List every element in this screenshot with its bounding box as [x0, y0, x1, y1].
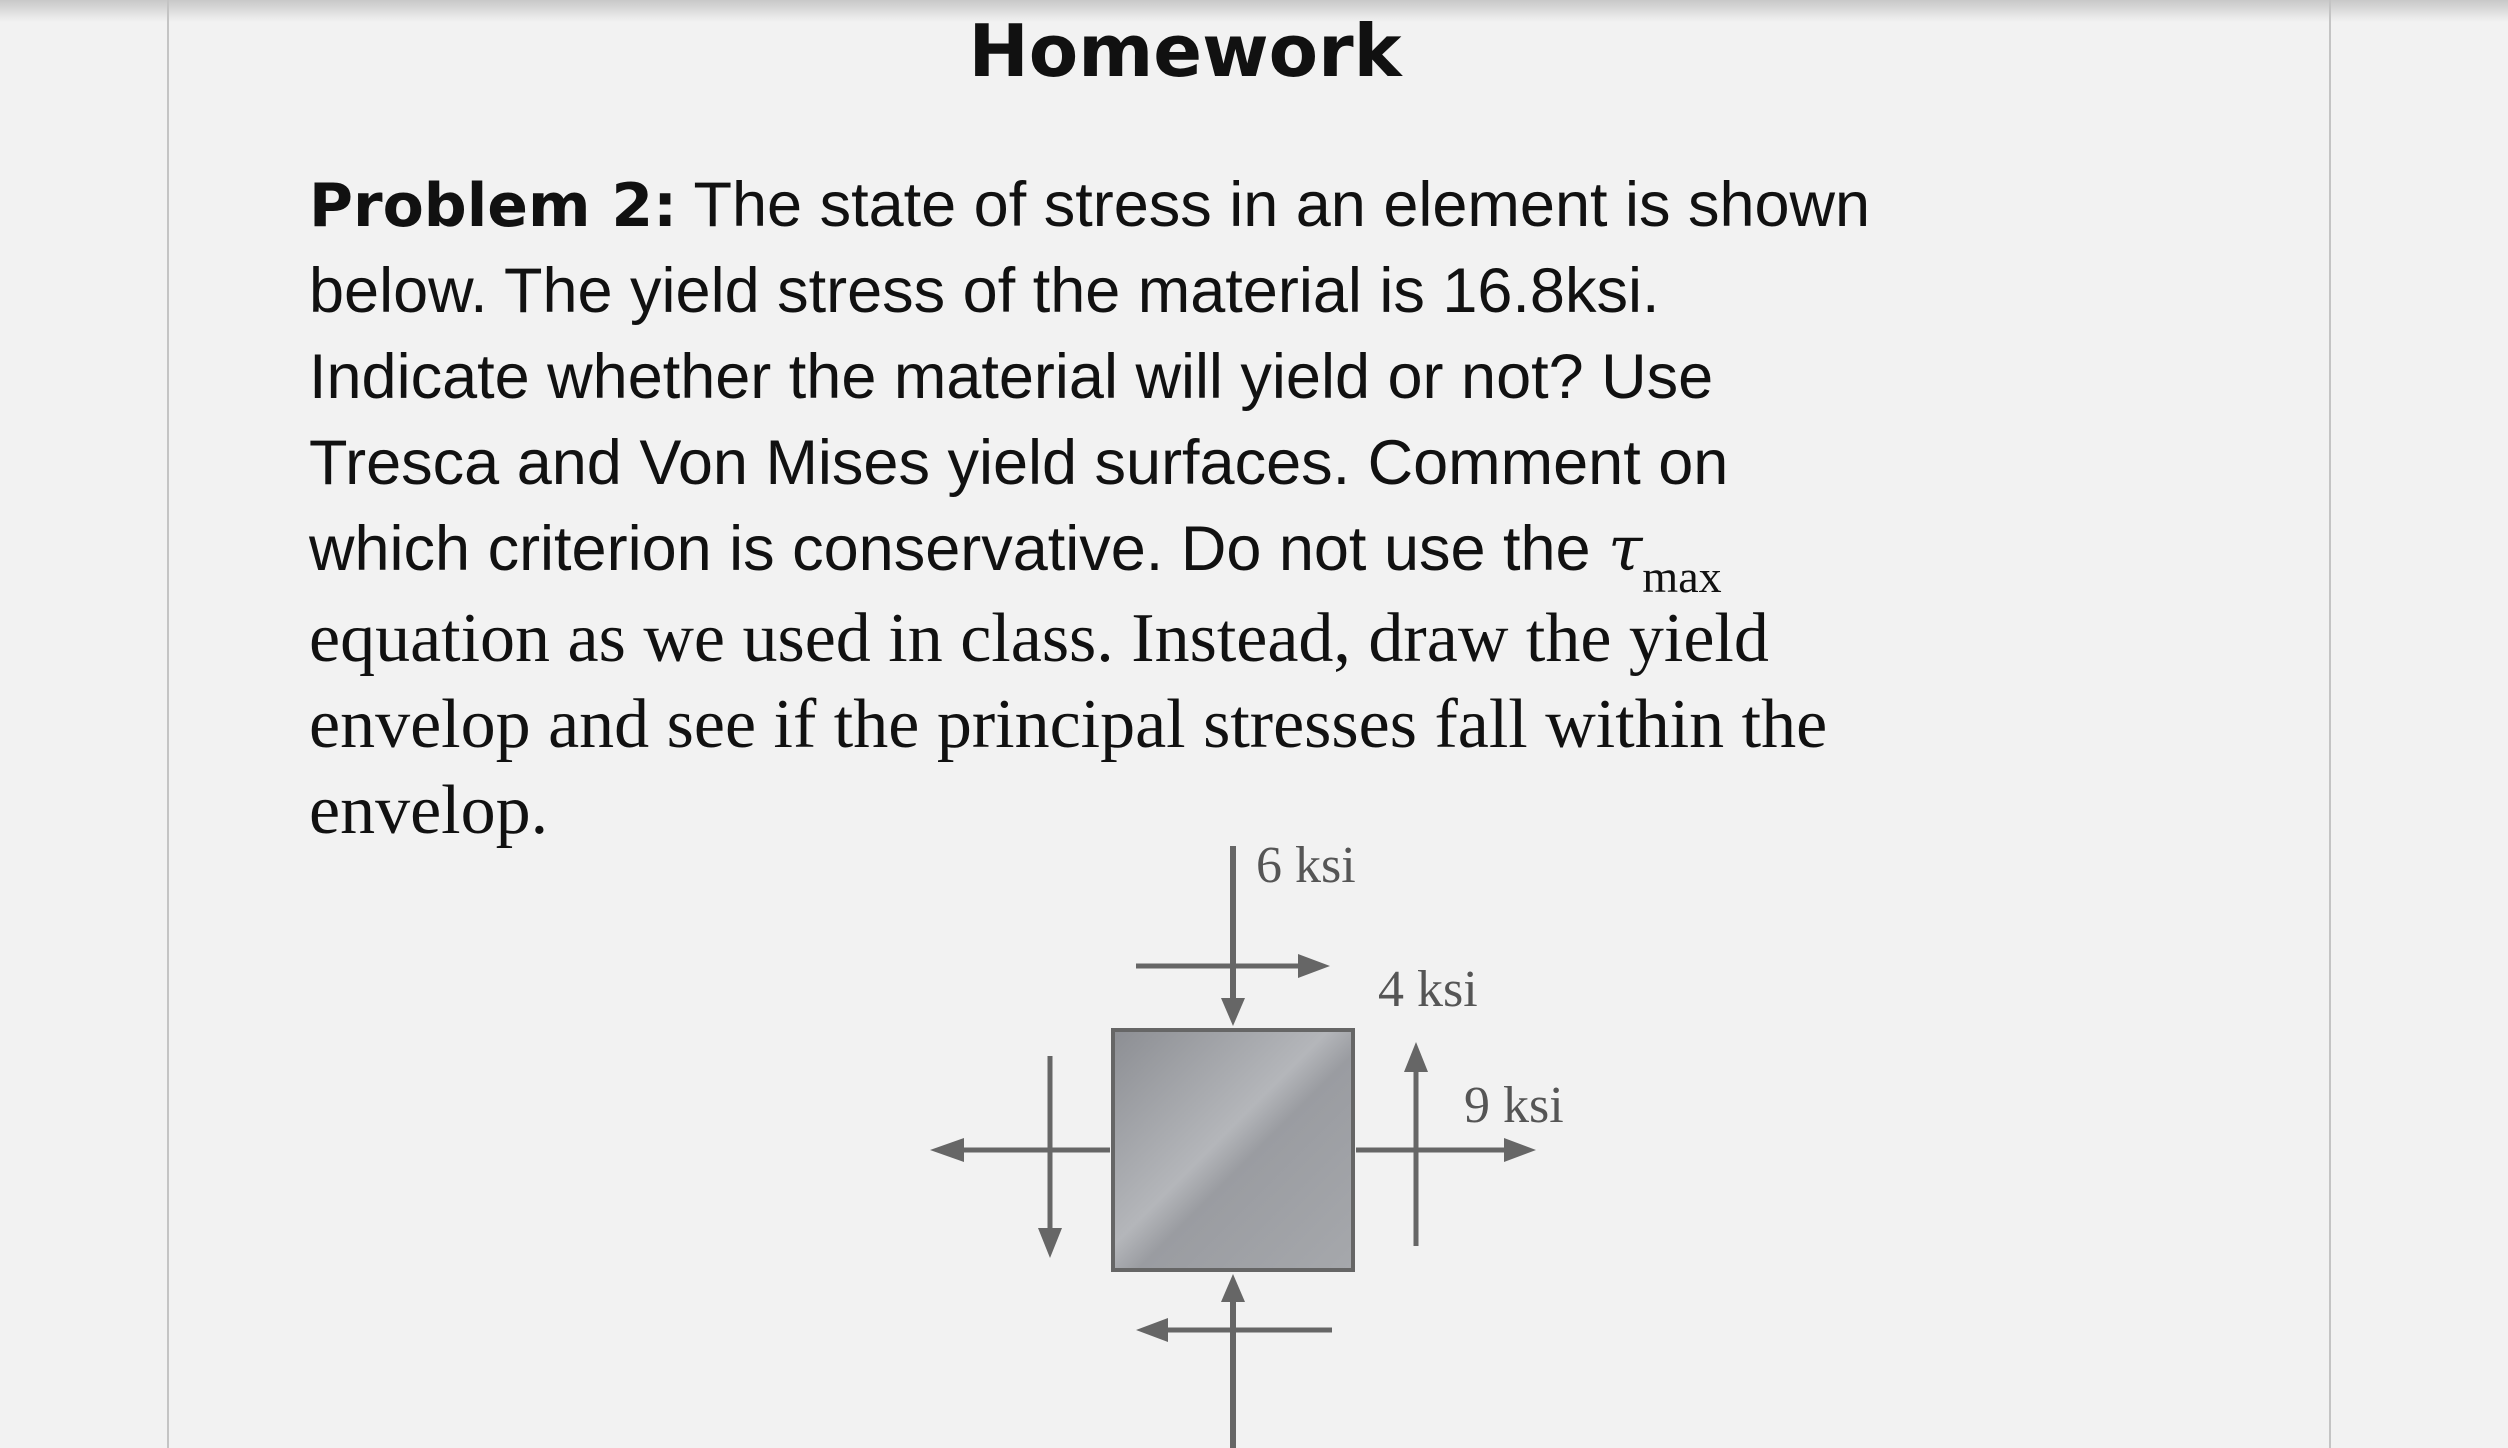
problem-text-1: The state of stress in an element is shown: [677, 170, 1871, 240]
label-right-stress: 9 ksi: [1464, 1077, 1564, 1134]
problem-line-4: Tresca and Von Mises yield surfaces. Comment on: [309, 428, 1729, 498]
top-normal-arrow: [1221, 846, 1245, 1026]
right-margin-line: [2329, 0, 2331, 1448]
bottom-normal-arrow: [1221, 1274, 1245, 1448]
left-normal-arrow: [930, 1138, 1110, 1162]
label-shear-stress: 4 ksi: [1378, 961, 1478, 1018]
left-margin-line: [167, 0, 169, 1448]
tau-symbol: τ: [1608, 512, 1643, 585]
problem-line-5: [309, 506, 1722, 602]
stress-element-square: [1113, 1030, 1353, 1270]
tau-subscript: max: [1642, 551, 1722, 602]
problem-line-6: equation as we used in class. Instead, draw the yield: [309, 600, 1769, 677]
right-shear-arrow: [1404, 1042, 1428, 1246]
right-normal-arrow: [1356, 1138, 1536, 1162]
left-shear-arrow: [1038, 1056, 1062, 1258]
problem-text-5: which criterion is conservative. Do not use the: [309, 514, 1609, 584]
page-title: Homework: [968, 9, 1402, 93]
problem-line-7: envelop and see if the principal stresses fall within the: [309, 686, 1828, 763]
problem-line-3: Indicate whether the material will yield or not? Use: [309, 342, 1714, 412]
stress-element-figure: [900, 830, 1600, 1448]
problem-line-8: envelop.: [309, 772, 549, 849]
problem-label: Problem 2:: [309, 171, 678, 241]
label-top-stress: 6 ksi: [1256, 837, 1356, 894]
problem-line-2: below. The yield stress of the material is 16.8ksi.: [309, 256, 1660, 326]
problem-line-1: [309, 162, 1870, 249]
